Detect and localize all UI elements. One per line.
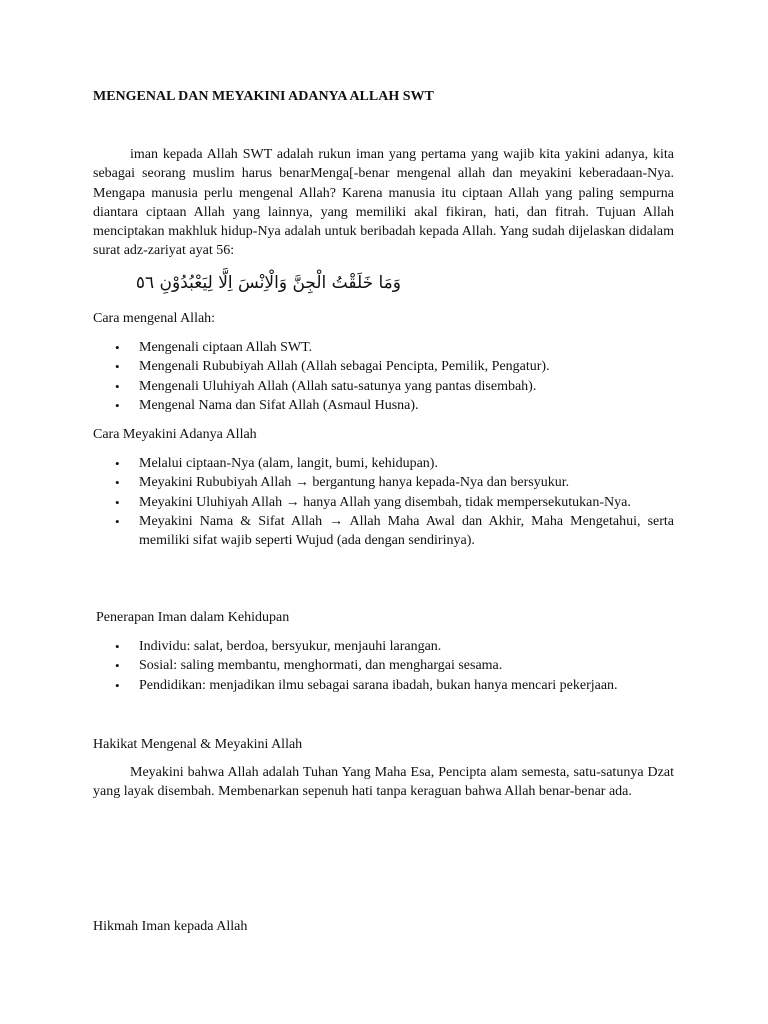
list-item	[93, 512, 674, 551]
bullet-icon: •	[115, 475, 120, 491]
list-item-text: Individu: salat, berdoa, bersyukur, menjauhi larangan.	[139, 639, 442, 654]
list-item-text: Meyakini Rububiyah Allah → bergantung hanya kepada-Nya dan bersyukur.	[139, 475, 570, 491]
list-item	[93, 656, 674, 675]
quran-verse: وَمَا خَلَقْتُ الْجِنَّ وَالْاِنْسَ اِلَّا لِيَعْبُدُوْنِ ٥٦	[135, 273, 401, 293]
bullet-icon: •	[115, 340, 120, 355]
list-cara-meyakini	[93, 454, 674, 550]
list-item	[93, 454, 674, 473]
list-item-text: Mengenali ciptaan Allah SWT.	[139, 340, 313, 355]
list-item-text: Meyakini Uluhiyah Allah → hanya Allah yang disembah, tidak mempersekutukan-Nya.	[139, 494, 631, 510]
list-item-text: Melalui ciptaan-Nya (alam, langit, bumi, kehidupan).	[139, 456, 438, 471]
list-item-text: Mengenali Uluhiyah Allah (Allah satu-satunya yang pantas disembah).	[139, 378, 537, 394]
bullet-icon: •	[115, 658, 120, 674]
list-item	[93, 493, 674, 512]
list-item	[93, 637, 674, 656]
bullet-icon: •	[115, 456, 120, 471]
intro-paragraph: iman kepada Allah SWT adalah rukun iman yang pertama yang wajib kita yakini adanya, kita sebagai seorang muslim harus benarMenga[-benar mengenal allah dan meyakini keberadaan-Nya. Mengapa manusia perlu mengenal Allah? Karena manusia itu ciptaan Allah yang paling sempurna diantara ciptaan Allah yang lainnya, yang memiliki akal fikiran, hati, dan fitrah. Tujuan Allah menciptakan makhluk hidup-Nya adalah untuk beribadah kepada Allah. Yang sudah dijelaskan didalam surat adz-zariyat ayat 56:	[93, 147, 674, 259]
bullet-icon: •	[115, 677, 120, 693]
bullet-icon: •	[115, 513, 120, 529]
list-item-text: Mengenal Nama dan Sifat Allah (Asmaul Husna).	[139, 397, 419, 413]
list-item	[93, 357, 674, 376]
list-item	[93, 473, 674, 492]
document-title: MENGENAL DAN MEYAKINI ADANYA ALLAH SWT	[93, 89, 434, 104]
bullet-icon: •	[115, 494, 120, 510]
list-item-text: Mengenali Rububiyah Allah (Allah sebagai Pencipta, Pemilik, Pengatur).	[139, 359, 550, 375]
list-item	[93, 676, 674, 695]
list-item-text: Pendidikan: menjadikan ilmu sebagai sarana ibadah, bukan hanya mencari pekerjaan.	[139, 677, 618, 693]
list-item	[93, 396, 674, 415]
list-penerapan	[93, 637, 674, 695]
heading-hikmah: Hikmah Iman kepada Allah	[93, 919, 248, 934]
list-item	[93, 377, 674, 396]
bullet-icon: •	[115, 639, 120, 654]
list-item-text: Sosial: saling membantu, menghormati, dan menghargai sesama.	[139, 658, 503, 674]
hakikat-paragraph: Meyakini bahwa Allah adalah Tuhan Yang Maha Esa, Pencipta alam semesta, satu-satunya Dzat yang layak disembah. Membenarkan sepenuh hati tanpa keraguan bahwa Allah benar-benar ada.	[93, 765, 674, 800]
heading-cara-mengenal: Cara mengenal Allah:	[93, 311, 216, 326]
list-item	[93, 338, 674, 357]
document-page	[93, 0, 674, 1024]
heading-hakikat: Hakikat Mengenal & Meyakini Allah	[93, 737, 303, 752]
heading-cara-meyakini: Cara Meyakini Adanya Allah	[93, 427, 257, 442]
list-cara-mengenal	[93, 338, 674, 415]
heading-penerapan: Penerapan Iman dalam Kehidupan	[96, 610, 290, 625]
list-item-text: Meyakini Nama & Sifat Allah → Allah Maha Awal dan Akhir, Maha Mengetahui, serta memiliki sifat wajib seperti Wujud (ada dengan sendirinya).	[139, 513, 674, 549]
bullet-icon: •	[115, 397, 120, 413]
bullet-icon: •	[115, 359, 120, 375]
bullet-icon: •	[115, 378, 120, 394]
